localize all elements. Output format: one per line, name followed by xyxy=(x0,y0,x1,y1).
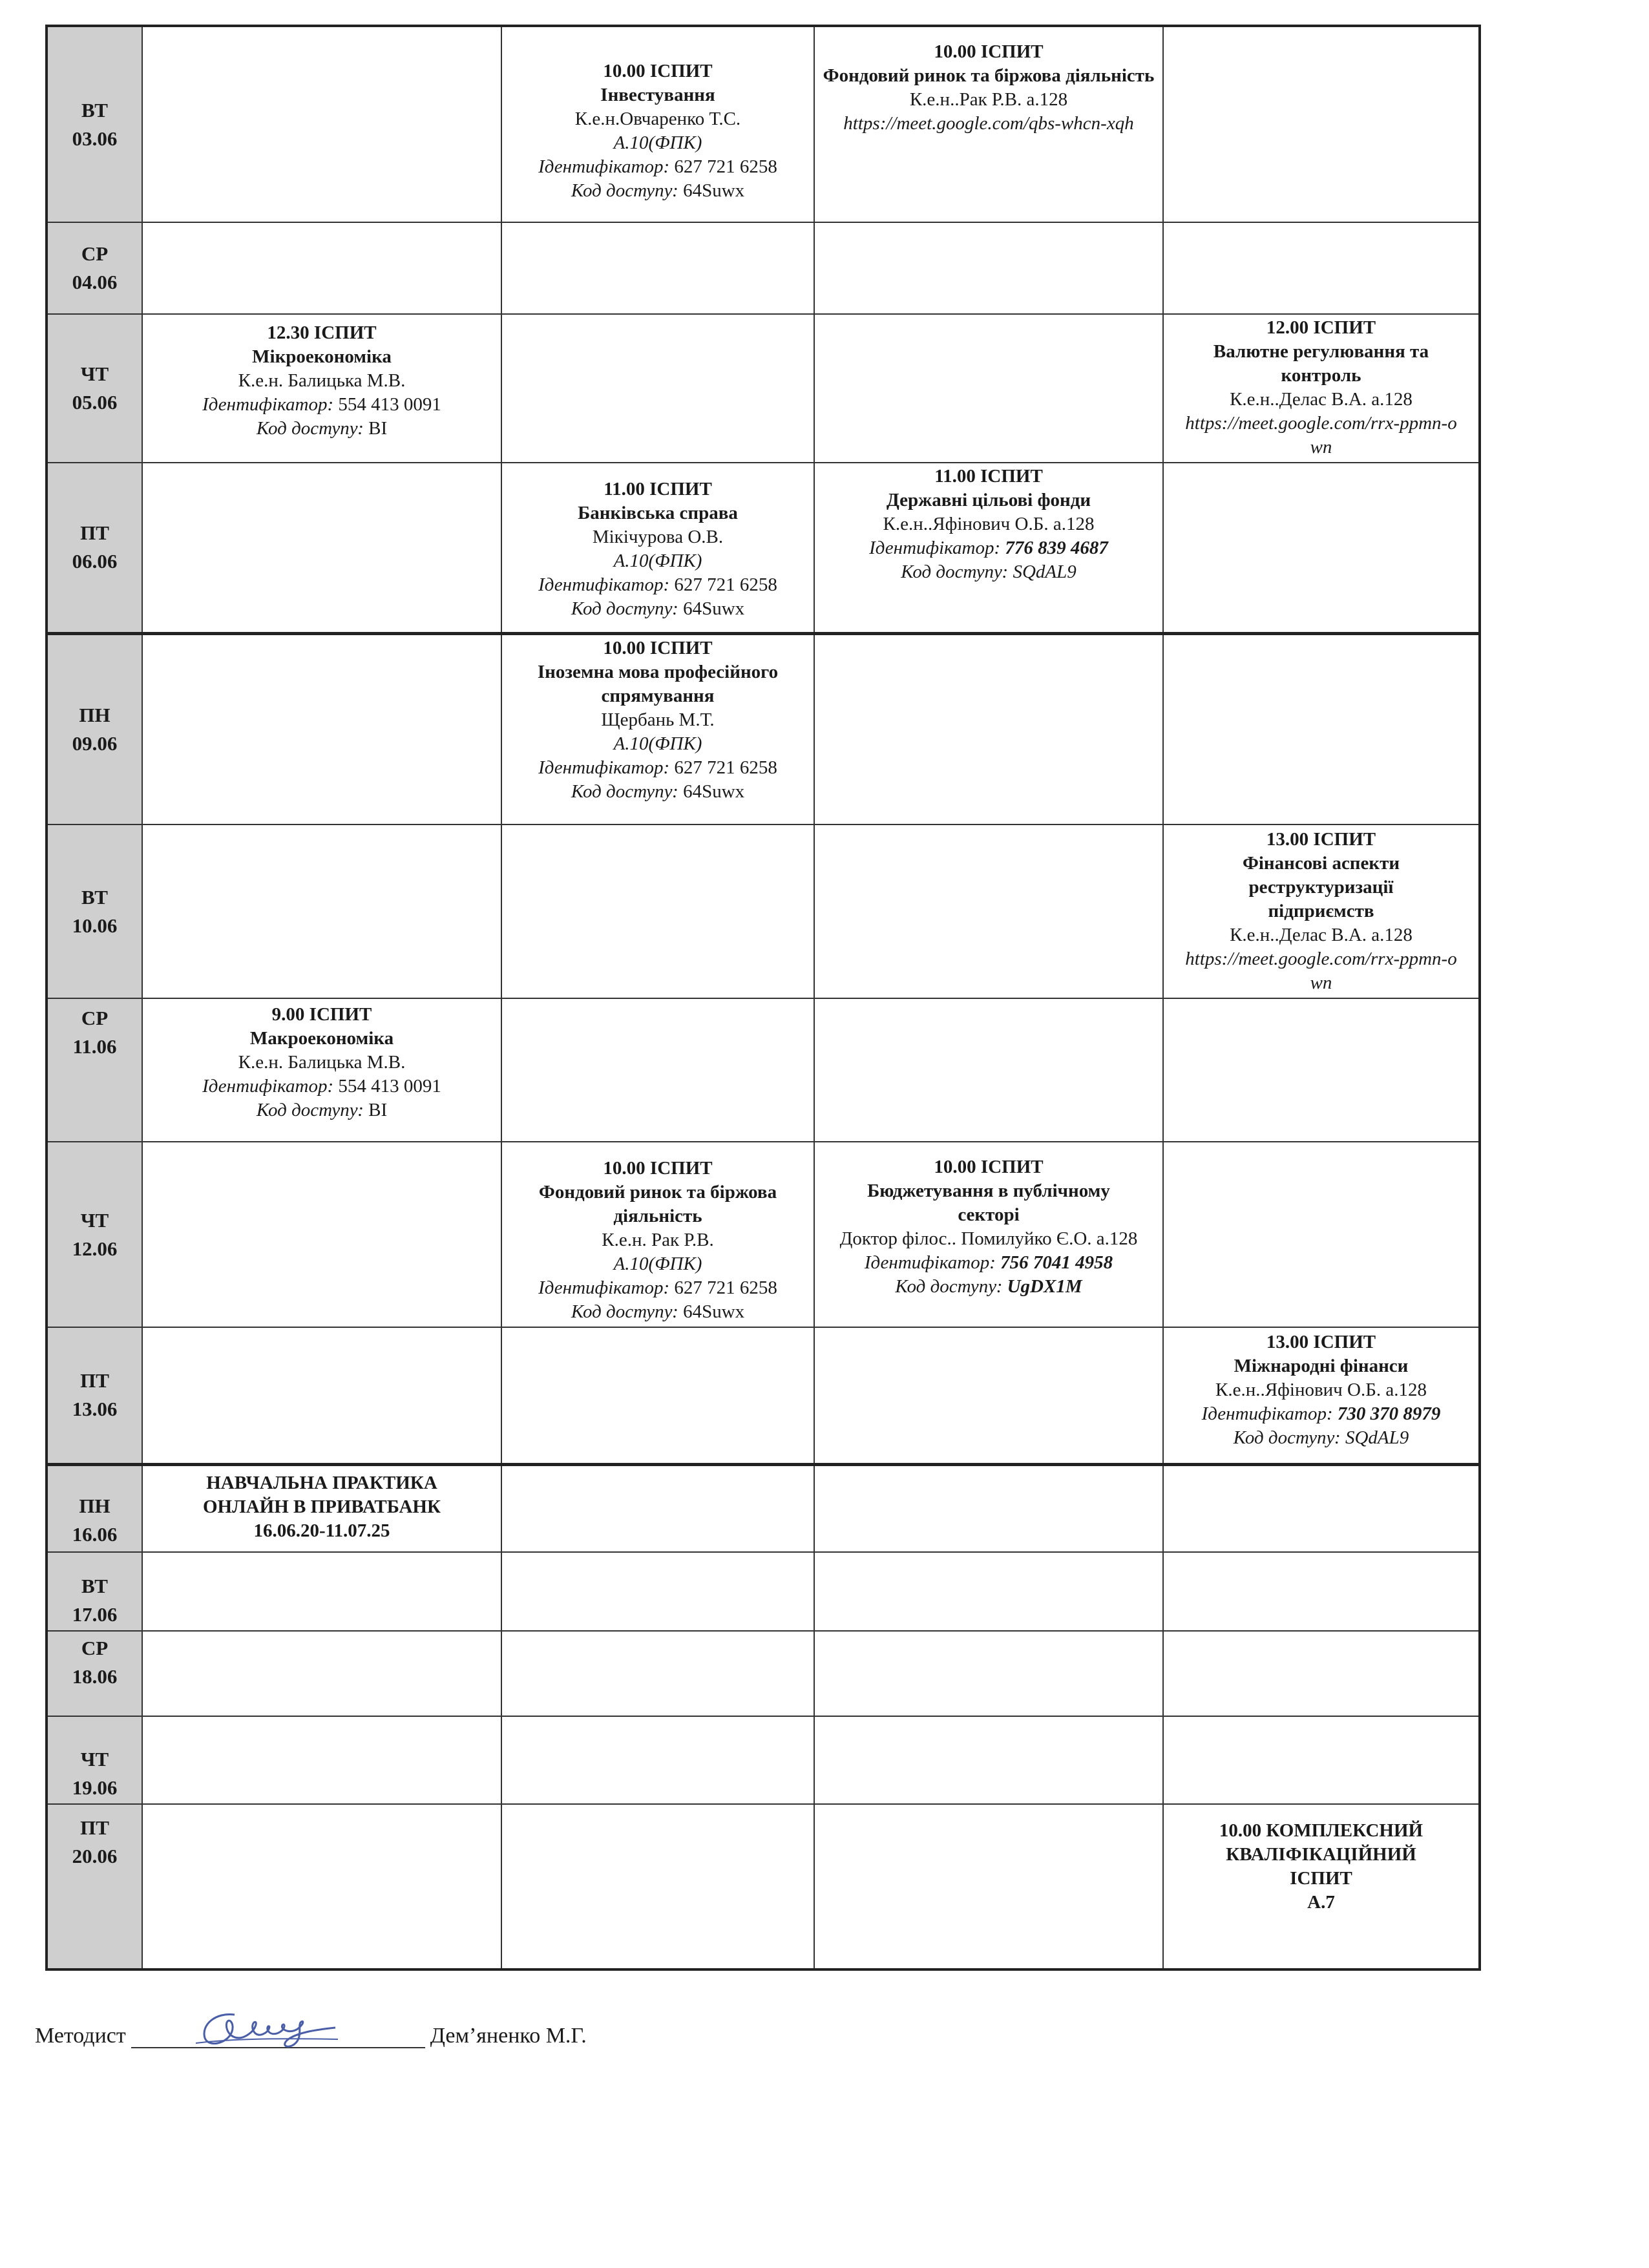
day-cell: ПТ 13.06 xyxy=(47,1327,142,1464)
exam-cell: 10.00 ІСПИТ Бюджетування в публічному секторі Доктор філос.. Помилуйко Є.О. а.128 Ідентифікатор: 756 7041 4958 Код доступу: UgDX1M xyxy=(814,1142,1163,1327)
schedule-cell xyxy=(501,1631,814,1716)
exam-cell: 10.00 ІСПИТ Фондовий ринок та біржова діяльність К.е.н. Рак Р.В. А.10(ФПК) Ідентифікатор: 627 721 6258 Код доступу: 64Suwx xyxy=(501,1142,814,1327)
schedule-cell xyxy=(814,633,1163,824)
schedule-row xyxy=(47,998,1480,1142)
schedule-cell xyxy=(501,1327,814,1464)
meet-link[interactable]: https://meet.google.com/rrx-ppmn-own xyxy=(1185,413,1457,457)
day-cell: ВТ 17.06 xyxy=(47,1552,142,1631)
schedule-row xyxy=(47,1631,1480,1716)
day-cell: ЧТ 19.06 xyxy=(47,1716,142,1804)
schedule-row xyxy=(47,1552,1480,1631)
schedule-cell xyxy=(501,222,814,314)
practice-cell: НАВЧАЛЬНА ПРАКТИКА ОНЛАЙН В ПРИВАТБАНК 16.06.20-11.07.25 xyxy=(142,1464,501,1552)
methodist-label: Методист xyxy=(35,2024,126,2048)
day-cell: СР 18.06 xyxy=(47,1631,142,1716)
schedule-cell xyxy=(1163,1716,1480,1804)
day-cell: ВТ 10.06 xyxy=(47,824,142,998)
schedule-cell xyxy=(814,1631,1163,1716)
schedule-cell xyxy=(814,1552,1163,1631)
schedule-row xyxy=(47,26,1480,222)
schedule-cell xyxy=(501,1552,814,1631)
schedule-cell xyxy=(1163,998,1480,1142)
schedule-cell xyxy=(142,463,501,633)
schedule-cell xyxy=(1163,1631,1480,1716)
meet-link[interactable]: https://meet.google.com/rrx-ppmn-own xyxy=(1185,949,1457,993)
schedule-row xyxy=(47,1804,1480,1969)
schedule-cell xyxy=(814,1327,1163,1464)
schedule-row xyxy=(47,222,1480,314)
schedule-row xyxy=(47,463,1480,633)
exam-cell: 13.00 ІСПИТ Міжнародні фінанси К.е.н..Яфінович О.Б. а.128 Ідентифікатор: 730 370 8979 Код доступу: SQdAL9 xyxy=(1163,1327,1480,1464)
schedule-cell xyxy=(142,1552,501,1631)
exam-cell: 10.00 ІСПИТ Іноземна мова професійного спрямування Щербань М.Т. А.10(ФПК) Ідентифікатор: 627 721 6258 Код доступу: 64Suwx xyxy=(501,633,814,824)
schedule-cell xyxy=(142,1327,501,1464)
schedule-cell xyxy=(1163,1464,1480,1552)
schedule-cell xyxy=(814,998,1163,1142)
schedule-cell xyxy=(142,26,501,222)
schedule-row xyxy=(47,1464,1480,1552)
signature-line xyxy=(131,2022,425,2048)
exam-cell: 11.00 ІСПИТ Банківська справа Мікічурова О.В. А.10(ФПК) Ідентифікатор: 627 721 6258 Код доступу: 64Suwx xyxy=(501,463,814,633)
final-exam-cell: 10.00 КОМПЛЕКСНИЙ КВАЛІФІКАЦІЙНИЙ ІСПИТ А.7 xyxy=(1163,1804,1480,1969)
exam-cell: 13.00 ІСПИТ Фінансові аспекти реструктуризації підприємств К.е.н..Делас В.А. а.128 https://meet.google.com/rrx-ppmn-own xyxy=(1163,824,1480,998)
schedule-cell xyxy=(1163,463,1480,633)
exam-cell: 9.00 ІСПИТ Макроекономіка К.е.н. Балицька М.В. Ідентифікатор: 554 413 0091 Код доступу: BI xyxy=(142,998,501,1142)
schedule-cell xyxy=(1163,222,1480,314)
schedule-cell xyxy=(1163,26,1480,222)
exam-cell: 10.00 ІСПИТ Фондовий ринок та біржова діяльність К.е.н..Рак Р.В. а.128 https://meet.google.com/qbs-whcn-xqh xyxy=(814,26,1163,222)
signature-mark xyxy=(189,2006,357,2051)
schedule-cell xyxy=(142,633,501,824)
schedule-row xyxy=(47,1716,1480,1804)
schedule-cell xyxy=(814,1464,1163,1552)
schedule-cell xyxy=(142,1142,501,1327)
exam-cell: 11.00 ІСПИТ Державні цільові фонди К.е.н..Яфінович О.Б. а.128 Ідентифікатор: 776 839 4687 Код доступу: SQdAL9 xyxy=(814,463,1163,633)
exam-schedule-table xyxy=(45,25,1481,1971)
schedule-cell xyxy=(814,824,1163,998)
schedule-row xyxy=(47,1142,1480,1327)
day-cell: ПН 16.06 xyxy=(47,1464,142,1552)
methodist-name: Дем’яненко М.Г. xyxy=(430,2024,587,2048)
schedule-row xyxy=(47,633,1480,824)
schedule-cell xyxy=(501,314,814,463)
schedule-cell xyxy=(142,824,501,998)
schedule-cell xyxy=(814,1716,1163,1804)
schedule-cell xyxy=(1163,633,1480,824)
schedule-row xyxy=(47,314,1480,463)
day-cell: ПН 09.06 xyxy=(47,633,142,824)
schedule-cell xyxy=(501,1716,814,1804)
exam-cell: 12.30 ІСПИТ Мікроекономіка К.е.н. Балицька М.В. Ідентифікатор: 554 413 0091 Код доступу: BI xyxy=(142,314,501,463)
schedule-cell xyxy=(501,1804,814,1969)
exam-cell: 10.00 ІСПИТ Інвестування К.е.н.Овчаренко Т.С. А.10(ФПК) Ідентифікатор: 627 721 6258 Код доступу: 64Suwx xyxy=(501,26,814,222)
schedule-cell xyxy=(142,222,501,314)
day-cell: ЧТ 05.06 xyxy=(47,314,142,463)
schedule-cell xyxy=(1163,1142,1480,1327)
schedule-cell xyxy=(501,998,814,1142)
signature-footer xyxy=(35,2022,587,2048)
schedule-cell xyxy=(142,1631,501,1716)
schedule-cell xyxy=(814,222,1163,314)
schedule-cell xyxy=(142,1804,501,1969)
schedule-cell xyxy=(501,824,814,998)
schedule-row xyxy=(47,1327,1480,1464)
exam-cell: 12.00 ІСПИТ Валютне регулювання та контроль К.е.н..Делас В.А. а.128 https://meet.google.com/rrx-ppmn-own xyxy=(1163,314,1480,463)
day-cell: ВТ 03.06 xyxy=(47,26,142,222)
day-cell: ПТ 06.06 xyxy=(47,463,142,633)
schedule-cell xyxy=(814,1804,1163,1969)
schedule-cell xyxy=(814,314,1163,463)
schedule-row xyxy=(47,824,1480,998)
day-cell: СР 11.06 xyxy=(47,998,142,1142)
schedule-cell xyxy=(501,1464,814,1552)
day-cell: ЧТ 12.06 xyxy=(47,1142,142,1327)
meet-link[interactable]: https://meet.google.com/qbs-whcn-xqh xyxy=(843,113,1134,134)
day-cell: ПТ 20.06 xyxy=(47,1804,142,1969)
day-cell: СР 04.06 xyxy=(47,222,142,314)
schedule-cell xyxy=(1163,1552,1480,1631)
schedule-cell xyxy=(142,1716,501,1804)
